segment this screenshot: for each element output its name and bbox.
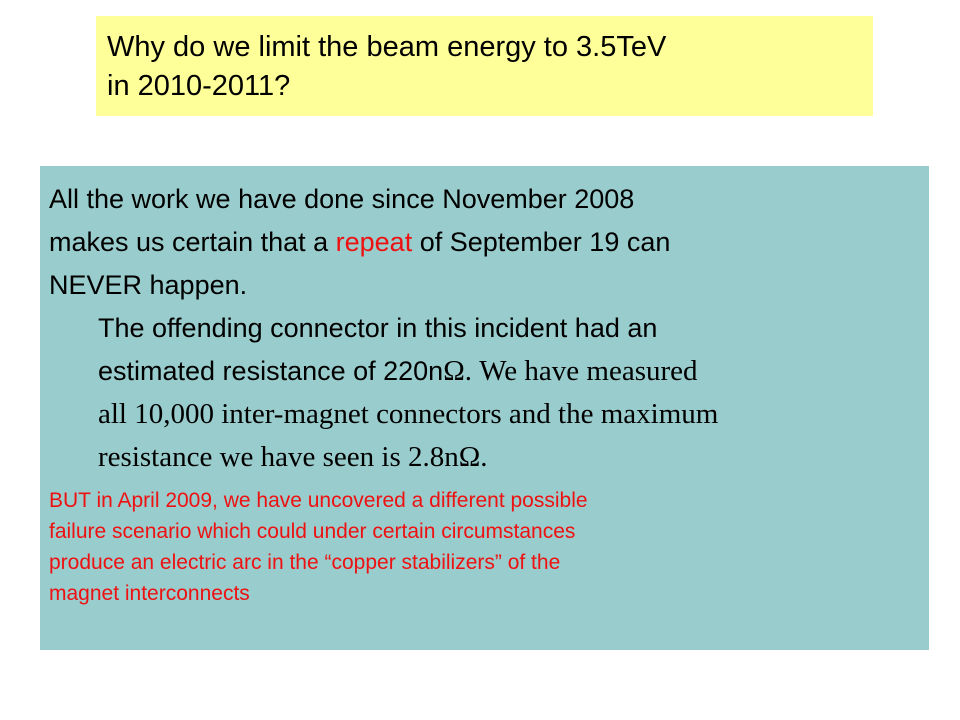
- warning-line-3: produce an electric arc in the “copper stabilizers” of the: [49, 551, 561, 574]
- title-box: [96, 16, 873, 116]
- title-line-1: Why do we limit the beam energy to 3.5TeV: [107, 31, 667, 63]
- intro-line-1: All the work we have done since November 2008: [49, 184, 635, 214]
- point-line-2-serif: Ω. We have measured: [443, 355, 698, 387]
- content-box: [40, 166, 929, 650]
- intro-line-2: [49, 221, 929, 264]
- point-line-4: resistance we have seen is 2.8nΩ.: [98, 441, 488, 473]
- point-line-2: [49, 350, 929, 393]
- intro-line-3: NEVER happen.: [49, 270, 248, 300]
- warning-line-2: failure scenario which could under certain circumstances: [49, 520, 576, 543]
- warning-block: [49, 485, 929, 609]
- point-line-1: The offending connector in this incident had an: [98, 313, 658, 343]
- intro-line-2-pre: makes us certain that a: [49, 227, 336, 257]
- point-line-2-sans: estimated resistance of 220n: [98, 356, 444, 386]
- repeat-highlight: repeat: [335, 227, 413, 257]
- intro-line-2-post: of September 19 can: [412, 227, 671, 257]
- warning-line-4: magnet interconnects: [49, 582, 250, 605]
- warning-line-1: BUT in April 2009, we have uncovered a different possible: [49, 489, 588, 512]
- title-line-2: in 2010-2011?: [107, 70, 291, 102]
- point-line-3: all 10,000 inter-magnet connectors and the maximum: [98, 398, 719, 430]
